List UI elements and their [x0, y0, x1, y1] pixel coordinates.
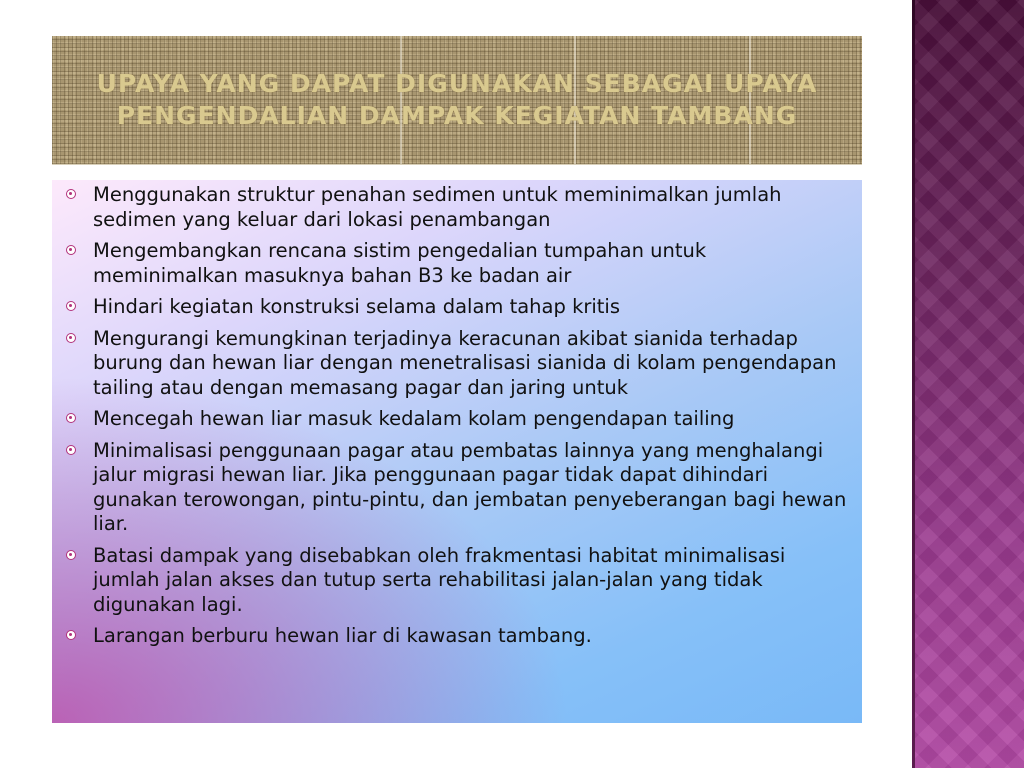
bullet-text: Batasi dampak yang disebabkan oleh frakmentasi habitat minimalisasi jumlah jalan akses dan tutup serta rehabilitasi jalan-jalan yang tidak digunakan lagi.	[93, 543, 786, 616]
circle-dot-icon	[66, 301, 76, 311]
title-banner	[52, 36, 862, 165]
list-item	[52, 183, 852, 232]
list-item	[52, 239, 852, 288]
bullet-text: Minimalisasi penggunaan pagar atau pembatas lainnya yang menghalangi jalur migrasi hewan liar. Jika penggunaan pagar tidak dapat dihindari gunakan terowongan, pintu-pintu, dan jembatan penyeberangan bagi hewan liar.	[93, 438, 847, 535]
circle-dot-icon	[66, 189, 76, 199]
circle-dot-icon	[66, 333, 76, 343]
list-item	[52, 439, 852, 537]
circle-dot-icon	[66, 630, 76, 640]
list-item	[52, 544, 852, 618]
bullet-text: Mencegah hewan liar masuk kedalam kolam pengendapan tailing	[93, 407, 735, 430]
list-item	[52, 295, 852, 320]
bullet-text: Mengurangi kemungkinan terjadinya keracunan akibat sianida terhadap burung dan hewan liar dengan menetralisasi sianida di kolam pengendapan tailing atau dengan memasang pagar dan jaring untuk	[93, 326, 837, 399]
bullet-text: Mengembangkan rencana sistim pengedalian tumpahan untuk meminimalkan masuknya bahan B3 ke badan air	[93, 239, 707, 287]
bullet-text: Menggunakan struktur penahan sedimen untuk meminimalkan jumlah sedimen yang keluar dari lokasi penambangan	[93, 183, 782, 231]
slide-title: UPAYA YANG DAPAT DIGUNAKAN SEBAGAI UPAYA PENGENDALIAN DAMPAK KEGIATAN TAMBANG	[96, 69, 818, 130]
list-item	[52, 407, 852, 432]
circle-dot-icon	[66, 550, 76, 560]
decorative-side-panel	[912, 0, 1024, 768]
bullet-list	[52, 183, 852, 656]
list-item	[52, 327, 852, 401]
list-item	[52, 624, 852, 649]
content-box	[52, 180, 862, 723]
circle-dot-icon	[66, 445, 76, 455]
bullet-text: Larangan berburu hewan liar di kawasan tambang.	[93, 624, 592, 647]
circle-dot-icon	[66, 245, 76, 255]
bullet-text: Hindari kegiatan konstruksi selama dalam tahap kritis	[93, 295, 621, 318]
circle-dot-icon	[66, 413, 76, 423]
